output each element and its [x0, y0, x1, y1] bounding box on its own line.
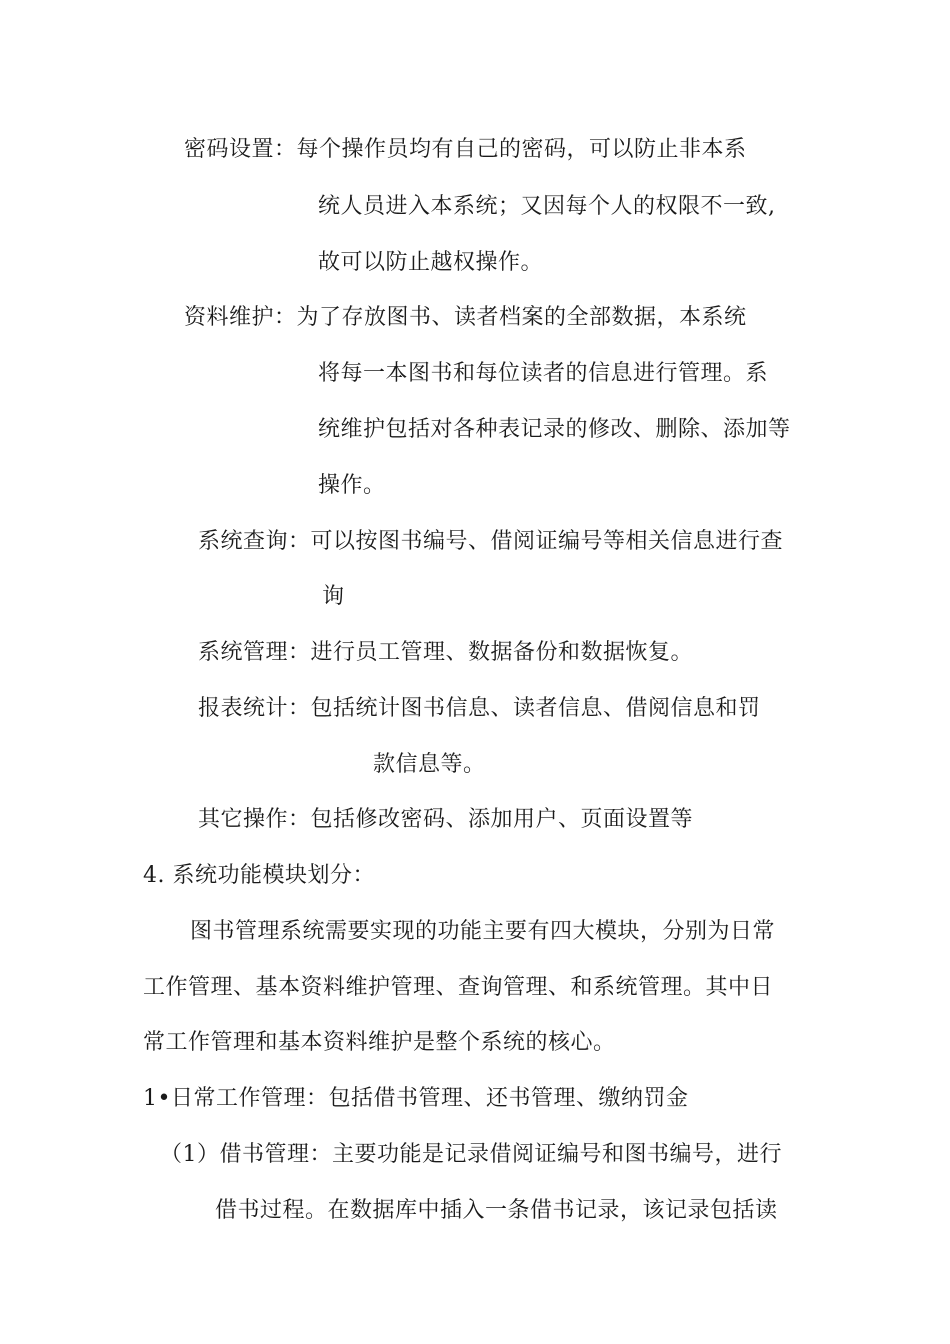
paragraph-line-3: 常工作管理和基本资料维护是整个系统的核心。 [143, 1030, 616, 1055]
line-password-setting: 密码设置：每个操作员均有自己的密码，可以防止非本系 [184, 137, 747, 162]
line-password-setting-cont-2: 故可以防止越权操作。 [318, 250, 544, 275]
subheading-daily-work: 1•日常工作管理：包括借书管理、还书管理、缴纳罚金 [143, 1086, 689, 1111]
line-password-setting-cont-1: 统人员进入本系统；又因每个人的权限不一致, [318, 194, 776, 219]
line-other-operations: 其它操作：包括修改密码、添加用户、页面设置等 [198, 807, 694, 832]
line-data-maintenance-cont-3: 操作。 [318, 473, 386, 498]
line-report-statistics: 报表统计：包括统计图书信息、读者信息、借阅信息和罚 [198, 696, 761, 721]
line-system-query: 系统查询：可以按图书编号、借阅证编号等相关信息进行查 [198, 529, 784, 554]
item-borrow-management: （1）借书管理：主要功能是记录借阅证编号和图书编号，进行 [160, 1142, 782, 1167]
item-borrow-management-cont: 借书过程。在数据库中插入一条借书记录，该记录包括读 [215, 1198, 778, 1223]
line-data-maintenance-cont-1: 将每一本图书和每位读者的信息进行管理。系 [318, 361, 769, 386]
line-report-statistics-cont: 款信息等。 [373, 752, 486, 777]
line-data-maintenance-cont-2: 统维护包括对各种表记录的修改、删除、添加等 [318, 417, 791, 442]
line-data-maintenance: 资料维护：为了存放图书、读者档案的全部数据，本系统 [184, 305, 747, 330]
paragraph-line-2: 工作管理、基本资料维护管理、查询管理、和系统管理。其中日 [143, 975, 774, 1000]
section-heading-module-division: 4. 系统功能模块划分： [143, 863, 375, 888]
line-system-query-cont: 询 [322, 584, 345, 609]
line-system-management: 系统管理：进行员工管理、数据备份和数据恢复。 [198, 640, 694, 665]
paragraph-line-1: 图书管理系统需要实现的功能主要有四大模块，分别为日常 [190, 919, 776, 944]
